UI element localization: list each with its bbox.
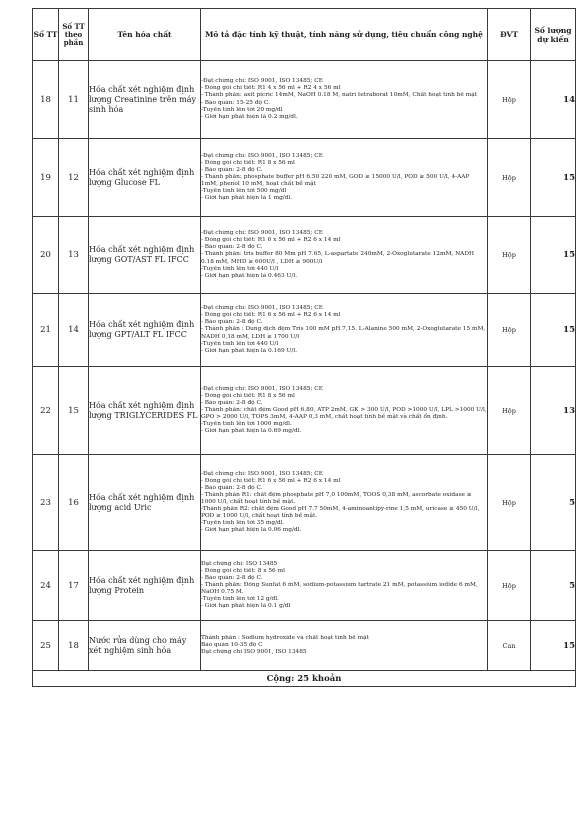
description-line: -Tuyến tính lên tới 12 g/dl. (201, 596, 279, 603)
description-line: Thành phần : Sodium hydroxide và chất hoạt tính bề mặt (201, 634, 369, 641)
header-unit: ĐVT (488, 9, 531, 61)
description-line: - Bảo quản: 2-8 độ C. (201, 399, 263, 406)
chemical-name: Hóa chất xét nghiệm định lượng Protein (89, 551, 201, 621)
description-line: Đạt chứng chỉ ISO 9001, ISO 13485 (201, 649, 307, 656)
description-line: - Bảo quản: 2-8 độ C. (201, 574, 263, 581)
quantity-cell: 15 (531, 294, 576, 367)
description-line: - Thành phần: axit picric 14mM, NaOH 0.18 M, natri tetraborat 10mM, Chất hoạt tính bề mặt (201, 92, 478, 99)
unit-cell: Hộp (488, 139, 531, 217)
row-part-number: 16 (59, 455, 89, 551)
chemical-name: Hóa chất xét nghiệm định lượng Creatinine trên máy sinh hóa (89, 61, 201, 139)
unit-cell: Hộp (488, 217, 531, 294)
row-number: 22 (33, 367, 59, 455)
row-part-number: 13 (59, 217, 89, 294)
description-line: -Tuyến tính lên tới 1000 mg/dl. (201, 421, 292, 428)
description-line: -Đạt chứng chỉ: ISO 9001, ISO 13485; CE (201, 385, 323, 392)
table-row (33, 217, 576, 294)
row-number: 18 (33, 61, 59, 139)
total-row (33, 671, 576, 687)
description-line: - Bảo quản: 2-8 độ C. (201, 244, 263, 251)
chemical-description (201, 61, 488, 139)
description-line: - Giới hạn phát hiện là 0.06 mg/dl. (201, 527, 302, 534)
description-line: -Tuyến tính lên tới 35 mg/dl. (201, 520, 285, 527)
description-line: - Giới hạn phát hiện là 0.463 U/l. (201, 272, 298, 279)
description-line: Bảo quản 10-35 độ C (201, 641, 263, 648)
header-name: Tên hóa chất (89, 9, 201, 61)
description-line: - Thành phần: tris buffer 80 Mm pH 7.65, L-aspartate 240mM, 2-Oxoglutarate 12mM, NADH 0.18 mM, MHD ≥ 600U/l , LDH ≥ 900U/l (201, 251, 475, 265)
description-line: - Đóng gói chi tiết: R1 8 x 56 ml (201, 159, 295, 166)
chemical-name: Hóa chất xét nghiệm định lượng TRIGLYCERIDES FL (89, 367, 201, 455)
description-line: - Giới hạn phát hiện là 0.1 g/dl (201, 603, 291, 610)
table-row (33, 61, 576, 139)
description-line: - Giới hạn phát hiện là 0.2 mg/dl. (201, 113, 298, 120)
chemical-table (32, 8, 576, 687)
chemical-description (201, 367, 488, 455)
description-line: - Bảo quản: 2-8 độ C. (201, 484, 263, 491)
unit-cell: Hộp (488, 551, 531, 621)
chemical-name: Hóa chất xét nghiệm định lượng GPT/ALT FL IFCC (89, 294, 201, 367)
quantity-cell: 13 (531, 367, 576, 455)
chemical-description (201, 217, 488, 294)
description-line: - Giới hạn phát hiện là 1 mg/dl. (201, 195, 293, 202)
description-line: -Đạt chứng chỉ: ISO 9001, ISO 13485; CE (201, 230, 323, 237)
header-tt-phan: Số TT theo phần (59, 9, 89, 61)
description-line: -Đạt chứng chỉ: ISO 9001, ISO 13485; CE (201, 152, 323, 159)
row-part-number: 15 (59, 367, 89, 455)
unit-cell: Hộp (488, 61, 531, 139)
table-row (33, 294, 576, 367)
description-line: - Thành phần: Đồng Sunfat 6 mM, sodium-potassium tartrate 21 mM, potassium iodide 6 mM, NaOH 0.75 M. (201, 581, 478, 596)
description-line: - Thành phần: phosphate buffer pH 6.50 220 mM, GOD ≥ 15000 U/l, POD ≥ 500 U/l, 4-AAP 1mM, phenol 10 mM, hoạt chất bề mặt (201, 173, 470, 188)
row-number: 24 (33, 551, 59, 621)
table-row (33, 621, 576, 671)
description-line: - Thành phần: chất đệm Good pH 6,80, ATP 2mM, GK > 300 U/l, POD >1000 U/l, LPL >1000 U/l, GPO > 2000 U/l, TOPS 3mM, 4-AAP 0,3 mM, chất hoạt tính bề mặt và chất ổn định. (201, 406, 487, 421)
description-line: - Thành phần : Dung dịch đệm Tris 100 mM pH 7,15. L-Alanine 500 mM, 2-Oxoglutarate 15 mM, NADH 0,18 mM, LDH ≥ 1700 U/l (201, 326, 486, 340)
table-row (33, 367, 576, 455)
quantity-cell: 14 (531, 61, 576, 139)
row-number: 25 (33, 621, 59, 671)
total-label: Cộng: 25 khoản (33, 671, 576, 687)
table-row (33, 551, 576, 621)
quantity-cell: 5 (531, 455, 576, 551)
row-number: 23 (33, 455, 59, 551)
description-line: -Tuyến tính lên tới 440 U/l (201, 340, 279, 347)
chemical-description (201, 139, 488, 217)
chemical-description (201, 551, 488, 621)
row-number: 21 (33, 294, 59, 367)
chemical-description (201, 294, 488, 367)
chemical-name: Hóa chất xét nghiệm định lượng acid Uric (89, 455, 201, 551)
row-part-number: 11 (59, 61, 89, 139)
description-line: - Đóng gói chi tiết: R1 6 x 56 ml + R2 6 x 14 ml (201, 237, 341, 244)
description-line: - Đóng gói chi tiết: R1 6 x 56 ml + R2 6 x 14 ml (201, 312, 341, 319)
unit-cell: Hộp (488, 455, 531, 551)
chemical-name: Nước rửa dùng cho máy xét nghiệm sinh hóa (89, 621, 201, 671)
description-line: - Đóng gói chi tiết: R1 4 x 56 ml + R2 4 x 56 ml (201, 85, 341, 92)
description-line: -Đạt chứng chỉ: ISO 9001, ISO 13485; CE (201, 78, 323, 85)
row-number: 20 (33, 217, 59, 294)
description-line: -Tuyến tính lên tới 500 mg/dl (201, 188, 287, 195)
table-row (33, 455, 576, 551)
description-line: -Tuyến tính lên tới 440 U/l (201, 265, 279, 272)
row-part-number: 17 (59, 551, 89, 621)
table-row (33, 139, 576, 217)
description-line: -Đạt chứng chỉ: ISO 9001, ISO 13485; CE (201, 470, 323, 477)
description-line: - Thành phần R1: chất đệm phosphate pH 7,0 100mM, TOOS 0,38 mM, ascorbate oxidase ≥ 1000 U/l, chất hoạt tính bề mặt. (201, 491, 472, 505)
chemical-description (201, 455, 488, 551)
row-part-number: 18 (59, 621, 89, 671)
description-line: - Đóng gói chi tiết: 8 x 56 ml (201, 567, 285, 574)
chemical-name: Hóa chất xét nghiệm định lượng GOT/AST FL IFCC (89, 217, 201, 294)
description-line: -Thành phần R2: chất đệm Good pH 7.7 50mM, 4-aminoantipy-rine 1,5 mM, uricase ≥ 450 U/l, POD ≥ 1000 U/l, chất hoạt tính bề mặt. (201, 506, 480, 520)
description-line: -Đạt chứng chỉ: ISO 9001, ISO 13485; CE (201, 305, 323, 312)
chemical-name: Hóa chất xét nghiệm định lượng Glucose FL (89, 139, 201, 217)
description-line: - Đóng gói chi tiết: R1 6 x 56 ml + R2 6 x 14 ml (201, 477, 341, 484)
chemical-description (201, 621, 488, 671)
row-number: 19 (33, 139, 59, 217)
quantity-cell: 15 (531, 621, 576, 671)
quantity-cell: 15 (531, 217, 576, 294)
unit-cell: Can (488, 621, 531, 671)
row-part-number: 14 (59, 294, 89, 367)
description-line: - Đóng gói chi tiết: R1 8 x 56 ml (201, 392, 295, 399)
description-line: - Giới hạn phát hiện là 0.69 mg/dl. (201, 428, 302, 435)
quantity-cell: 15 (531, 139, 576, 217)
description-line: - Bảo quản: 2-8 độ C. (201, 166, 263, 173)
header-quantity: Số lượng dự kiến (531, 9, 576, 61)
table-body (33, 61, 576, 671)
header-stt: Số TT (33, 9, 59, 61)
description-line: - Bảo quản: 2-8 độ C. (201, 319, 263, 326)
quantity-cell: 5 (531, 551, 576, 621)
description-line: -Tuyến tính lên tới 20 mg/dl (201, 106, 283, 113)
description-line: Đạt chứng chỉ: ISO 13485 (201, 560, 278, 567)
unit-cell: Hộp (488, 367, 531, 455)
header-row (33, 9, 576, 61)
description-line: - Giới hạn phát hiện là 0.169 U/l. (201, 347, 298, 354)
header-description: Mô tả đặc tính kỹ thuật, tính năng sử dụng, tiêu chuẩn công nghệ (201, 9, 488, 61)
row-part-number: 12 (59, 139, 89, 217)
description-line: - Bảo quản: 15-25 độ C. (201, 99, 270, 106)
unit-cell: Hộp (488, 294, 531, 367)
